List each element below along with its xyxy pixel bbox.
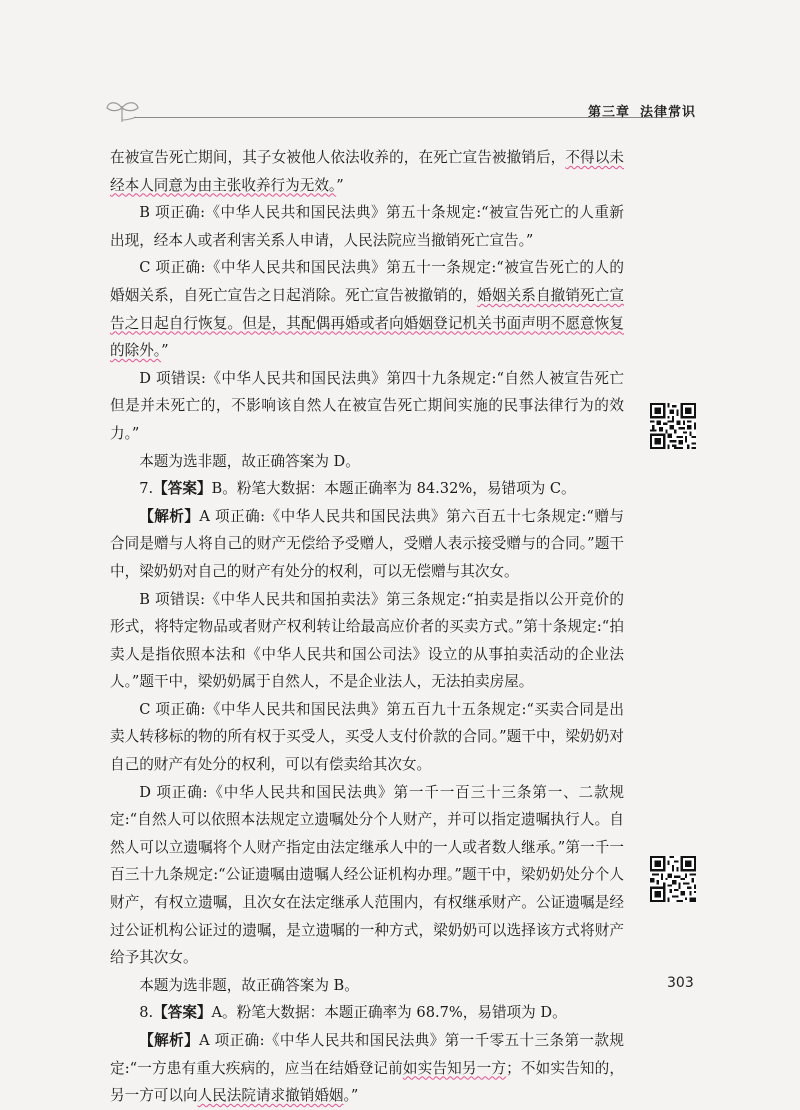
text-run: 在被宣告死亡期间，其子女被他人依法收养的，在死亡宣告被撤销后， bbox=[110, 149, 566, 166]
paragraph-10: D 项正确:《中华人民共和国民法典》第一千一百三十三条第一、二款规定:“自然人可以依照本法规定立遗嘱处分个人财产，并可以指定遗嘱执行人。自然人可以立遗嘱将个人财产指定由法定继承人中的一人或者数人继承。”第一千一百三十九条规定:“公证遗嘱由遗嘱人经公证机构办理。”题干中，梁奶奶处分个人财产，有权立遗嘱，且次女在法定继承人范围内，有权继承财产。公证遗嘱是经过公证机构公证过的遗嘱，是立遗嘱的一种方式，梁奶奶可以选择该方式将财产给予其次女。 bbox=[110, 783, 624, 967]
highlighted-text: 人民法院请求撤销婚姻 bbox=[197, 1087, 344, 1105]
question-number: 7. bbox=[139, 480, 154, 498]
running-header bbox=[106, 98, 696, 126]
text-run: C 项正确:《中华人民共和国民法典》第五十一条规定:“被宣告死亡的人的婚姻关系，自死亡宣告之日起消除。死亡宣告被撤销的， bbox=[110, 259, 624, 304]
qr-code-icon[interactable] bbox=[650, 856, 696, 902]
leaf-sprout-icon bbox=[106, 98, 140, 124]
analysis-7 bbox=[110, 503, 624, 586]
paragraph-5: 本题为选非题，故正确答案为 D。 bbox=[139, 452, 360, 470]
analysis-text: A 项正确:《中华人民共和国民法典》第六百五十七条规定:“赠与合同是赠与人将自己的财产无偿给予受赠人，受赠人表示接受赠与的合同。”题干中，梁奶奶对自己的财产有处分的权利，可以无偿赠与其次女。 bbox=[110, 507, 624, 580]
question-number: 8. bbox=[139, 1004, 154, 1022]
highlighted-text: 婚姻关系自撤销死亡宣告之日起自行恢复。但是，其配偶再婚或者向婚姻登记机关书面声明不愿意恢复的除外。 bbox=[110, 286, 624, 360]
paragraph-1 bbox=[110, 144, 624, 199]
text-run: ” bbox=[336, 176, 344, 194]
paragraph-8: B 项错误:《中华人民共和国拍卖法》第三条规定:“拍卖是指以公开竞价的形式，将特定物品或者财产权利转让给最高应价者的买卖方式。”第十条规定:“拍卖人是指依照本法和《中华人民共和国公司法》设立的从事拍卖活动的企业法人。”题干中，梁奶奶属于自然人，不是企业法人，无法拍卖房屋。 bbox=[110, 590, 624, 691]
highlighted-text: 如实告知另一方 bbox=[402, 1059, 507, 1077]
paragraph-11: 本题为选非题，故正确答案为 B。 bbox=[139, 976, 359, 994]
answer-text: B。粉笔大数据：本题正确率为 84.32%，易错项为 C。 bbox=[211, 480, 576, 498]
text-run: ” bbox=[161, 342, 169, 360]
analysis-8 bbox=[110, 1027, 624, 1110]
text-run: 。” bbox=[343, 1087, 359, 1105]
page-number: 303 bbox=[667, 975, 694, 991]
answer-text: A。粉笔大数据：本题正确率为 68.7%，易错项为 D。 bbox=[211, 1004, 567, 1022]
text-run: A 项正确:《中华人民共和国民法典》第一千零五十三条第一款规定:“一方患有重大疾病的，应当在结婚登记前 bbox=[110, 1032, 624, 1077]
analysis-tag: 【解析】 bbox=[139, 507, 200, 525]
paragraph-9: C 项正确:《中华人民共和国民法典》第五百九十五条规定:“买卖合同是出卖人转移标的物的所有权于买受人，买受人支付价款的合同。”题干中，梁奶奶对自己的财产有处分的权利，可以有偿卖给其次女。 bbox=[110, 700, 624, 774]
analysis-tag: 【解析】 bbox=[139, 1032, 200, 1049]
answer-8 bbox=[110, 999, 624, 1027]
highlighted-text: 不得以未经本人同意为由主张收养行为无效。 bbox=[110, 149, 624, 194]
answer-tag: 【答案】 bbox=[153, 480, 212, 498]
chapter-number: 第三章 bbox=[587, 105, 630, 120]
chapter-heading bbox=[588, 101, 696, 120]
paragraph-4: D 项错误:《中华人民共和国民法典》第四十九条规定:“自然人被宣告死亡但是并未死亡的，不影响该自然人在被宣告死亡期间实施的民事法律行为的效力。” bbox=[110, 369, 624, 442]
paragraph-2: B 项正确:《中华人民共和国民法典》第五十条规定:“被宣告死亡的人重新出现，经本人或者利害关系人申请，人民法院应当撤销死亡宣告。” bbox=[110, 204, 624, 249]
answer-tag: 【答案】 bbox=[153, 1004, 212, 1022]
page-body bbox=[110, 144, 624, 1110]
paragraph-3 bbox=[110, 254, 624, 364]
chapter-title: 法律常识 bbox=[639, 105, 696, 120]
answer-7 bbox=[110, 475, 624, 503]
text-run: ；不如实告知的，另一方可以向 bbox=[110, 1059, 624, 1105]
qr-code-icon[interactable] bbox=[650, 403, 696, 449]
